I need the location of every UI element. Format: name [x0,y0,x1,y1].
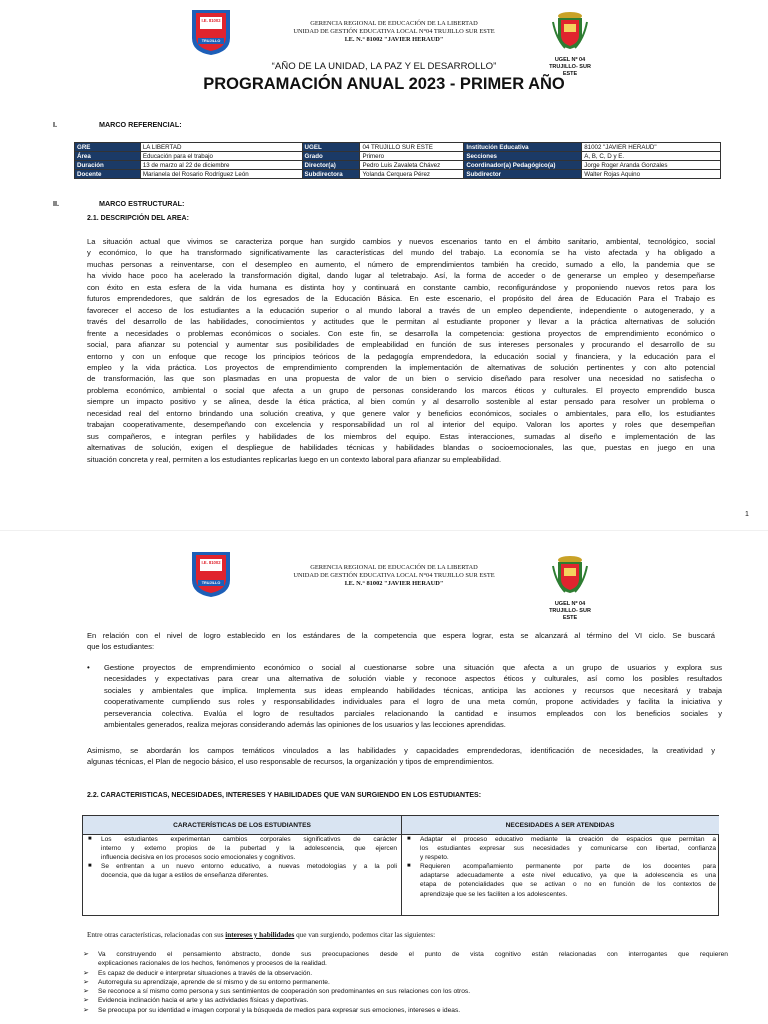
paragraph-line: La situación actual que vivimos se caracteriza porque han surgido cambios y nuevos escenarios tanto en el ámbito sanitario, ambiental, tecnológico, social [87,237,715,246]
need-item [402,835,716,862]
item-line: interno y externo propios de la pubertad y la adolescencia, que ejercen [101,845,397,853]
info-value: LA LIBERTAD [140,143,302,152]
paragraph-line: alternativas de solución, exigen el despliegue de habilidades técnicas y habilidades blandas o socioemocionales, las que, puestas en juego en una [87,443,715,453]
characteristics-header: CARACTERÍSTICAS DE LOS ESTUDIANTES [83,816,401,835]
info-value: Primero [360,152,464,161]
info-label: Institución Educativa [464,143,582,152]
info-table [74,142,721,179]
intro-line: En relación con el nivel de logro establecido en los estándares de la competencia que espera lograr, esta se alcanzará al término del VI ciclo. Se buscará [87,631,715,640]
interests-intro-before: Entre otras características, relacionadas con sus [87,931,226,939]
info-row [75,152,721,161]
info-value: A, B, C, D y E. [582,152,721,161]
info-value: Jorge Roger Aranda Gonzales [582,161,721,170]
competence-intro [87,630,715,653]
arrow-bullet-icon: ➢ [83,951,89,958]
paragraph-line: sus compañeros, e integran perfiles y habilidades de los miembros del equipo. Estas interacciones, sumadas al diseño e implementación de las [87,431,715,441]
ugel-logo-right-page-2 [544,552,596,622]
school-logo-left [188,8,234,61]
interests-intro-after: que van surgiendo, podemos citar las siguientes: [294,931,436,939]
subsection-2-2-label: CARACTERISTICAS, NECESIDADES, INTERESES Y HABILIDADES QUE VAN SURGIENDO EN LOS ESTUDIANTES: [100,792,482,799]
info-label: Docente [75,170,141,179]
interest-line: Se preocupa por su identidad e imagen corporal y la búsqueda de medios para expresar sus emociones, intereses e ideas. [98,1006,461,1014]
logo-bottom-text: TRUJILLO [201,581,221,585]
institution-line-1: GERENCIA REGIONAL DE EDUCACIÓN DE LA LIBERTAD [310,564,478,571]
info-row [75,170,721,179]
subsection-2-2-heading [87,792,481,799]
info-value: 13 de marzo al 22 de diciembre [140,161,302,170]
section-1-label: MARCO REFERENCIAL: [99,120,182,129]
square-bullet-icon: ■ [407,863,411,870]
arrow-bullet-icon: ➢ [83,969,89,977]
institution-line-2: UNIDAD DE GESTIÓN EDUCATIVA LOCAL N°04 TRUJILLO SUR ESTE [293,572,495,579]
ugel-crest-icon [550,8,590,52]
item-line: aprendizaje que se les faciliten a los adolescentes. [420,890,568,898]
item-line: Adaptar el proceso educativo mediante la creación de espacios que permitan a [420,836,716,843]
bullet-line: Gestione proyectos de emprendimiento económico o social al cuestionarse sobre una situación que afecta a un grupo de usuarios y explora sus [104,663,722,672]
interest-line: Va construyendo el pensamiento abstracto, donde sus preocupaciones desde el punto de vista cognitivo están relacionadas con interrogantes que requieren [98,951,728,958]
interest-item [83,1006,728,1015]
subsection-2-2-number: 2.2. [87,792,99,799]
paragraph-line: social, para afianzar su potencial y aumentar sus posibilidades de empleabilidad en función de sus intereses personales y procurando el desarrollo de su [87,340,715,350]
interest-item [83,969,728,978]
info-label: Grado [302,152,360,161]
arrow-bullet-icon: ➢ [83,1006,89,1014]
arrow-bullet-icon: ➢ [83,978,89,986]
interest-item [83,987,728,996]
ugel-crest-icon [550,552,590,596]
logo-bottom-text: TRUJILLO [201,39,221,43]
section-2-heading [53,199,184,208]
institution-line-2: UNIDAD DE GESTIÓN EDUCATIVA LOCAL N°04 TRUJILLO SUR ESTE [293,28,495,35]
logo-top-text: I.E. 81002 [201,560,221,565]
info-label: UGEL [302,143,360,152]
school-logo-left-page-2 [188,550,234,603]
paragraph-line: necesidad real del entorno brindando una solución creativa, y que genere valor y beneficios económicos, sociales o ambientales, para ello, los estudiantes [87,408,715,418]
need-item [402,862,716,898]
square-bullet-icon: ■ [88,863,92,870]
year-motto: “AÑO DE LA UNIDAD, LA PAZ Y EL DESARROLLO” [271,61,497,72]
section-2-number: II. [53,199,59,208]
thematic-fields-paragraph [87,745,715,768]
characteristics-table [82,815,719,916]
item-line: adaptarse adecuadamente a este nivel educativo, ya que la adolescencia es una [420,872,716,880]
paragraph-line: ha vivido hace poco ha acelerado la transformación digital, dando lugar al teletrabajo. Así, la forma de acceder o de generarse un empleo y desempeñarse [87,271,715,281]
paragraph-line: siempre un impacto positivo y se alinea, desde la ética práctica, al bien común y al desarrollo sostenible al estar pensado para resolver un problema o [87,397,715,407]
item-line: docencia, que da lugar a estilos de enseñanza diferentes. [101,872,269,880]
institution-line-3: I.E. N.° 81002 "JAVIER HERAUD" [344,36,444,43]
paragraph-line: empleo y la vida práctica. Los proyectos de emprendimiento comprenden la implementación de alternativas de solución pertinentes y con alto potencial [87,362,715,372]
arrow-bullet-icon: ➢ [83,997,89,1005]
bullet-line: perseverancia colectiva. Evalúa el logro de resultados parciales relacionando la cantidad e insumos empleados con los beneficios sociales y [104,708,722,718]
info-label: Coordinador(a) Pedagógico(a) [464,161,582,170]
paragraph-line: situación concreta y real, permiten a los estudiantes replicarlas luego en un contexto laboral para afianzar su empleabilidad. [87,454,502,464]
competence-bullet [87,662,722,731]
bullet-line: cooperativamente cumpliendo sus roles y responsabilidades individuales para el logro de una meta común, propone actividades y facilita la iniciativa y [104,697,722,707]
info-label: Director(a) [302,161,360,170]
intro-line: que los estudiantes: [87,642,155,652]
item-line: Requieren acompañamiento permanente por parte de los docentes para [420,863,716,871]
item-line: Se enfrentan a un nuevo entorno educativo, a nuevas metodologías y a la poli [101,863,397,871]
info-value: Marianela del Rosario Rodríguez León [140,170,302,179]
institution-header [264,20,524,44]
after-line: Asimismo, se abordarán los campos temáticos vinculados a las habilidades y capacidades emprendedoras, identificación de necesidades, la creatividad y [87,746,715,755]
info-value: 81002 "JAVIER HERAUD" [582,143,721,152]
square-bullet-icon: ■ [88,836,92,842]
info-label: Área [75,152,141,161]
paragraph-line: frente a necesidades o problemas económicos o sociales. Con este fin, se desarrolla la competencia: gestiona proyectos de emprendimiento económico o [87,328,715,338]
interest-line: Es capaz de deducir e interpretar situaciones a través de la observación. [98,969,313,977]
paragraph-line: y económico, lo que ha transformado significativamente las características del mundo del trabajo. La economía se ha visto afectada y ha obligado a [87,248,715,258]
square-bullet-icon: ■ [407,836,411,842]
ugel-caption-line-1: UGEL Nº 04 [554,57,586,63]
paragraph-line: entorno y con un enfoque que recoge los principios teóricos de la pedagogía emprendedora, la educación social y financiera, y la educación para el [87,351,715,361]
institution-line-1: GERENCIA REGIONAL DE EDUCACIÓN DE LA LIBERTAD [310,20,478,27]
info-row [75,161,721,170]
interests-intro-emphasis: intereses y habilidades [225,931,295,939]
info-value: Educación para el trabajo [140,152,302,161]
characteristic-item [83,862,397,880]
logo-top-text: I.E. 81002 [201,18,221,23]
ugel-caption-line-1: UGEL Nº 04 [554,601,586,607]
ugel-caption-line-2: TRUJILLO- SUR ESTE [549,64,591,77]
bullet-line: necesidades y expectativas para crear una alternativa de solución viable y reconoce aspectos éticos y culturales, así como los posibles resultados [104,674,722,684]
needs-column [402,835,716,899]
ugel-caption [544,601,596,622]
interest-line: Autorregula su aprendizaje, aprende de sí mismo y de su entorno permanente. [98,978,330,986]
subsection-2-1-heading [87,215,189,222]
paragraph-line: través del desarrollo de las habilidades, conocimientos y actitudes que le permitan al estudiante proponer y llevar a la práctica alternativas de solución [87,317,715,327]
info-row [75,143,721,152]
interest-item [83,978,728,987]
info-label: Subdirector [464,170,582,179]
info-label: Duración [75,161,141,170]
info-value: 04 TRUJILLO SUR ESTE [360,143,464,152]
paragraph-line: con éxito en esta esfera de la vida humana es distinta hoy y continuará en constante cambio, reconfigurándose y proponiendo nuevos retos para los [87,282,715,292]
paragraph-line: de transformación, las que son plasmadas en una propuesta de valor de un bien o servicio diseñado para resolver una necesidad no satisfecha o [87,374,715,384]
subsection-2-1-number: 2.1. [87,215,99,222]
paragraph-line: problema económico, ambiental o social que afecta a un grupo de personas considerando los marcos éticos y culturales. El proyecto emprendido busca [87,385,715,395]
item-line: Los estudiantes experimentan cambios corporales significativos de carácter [101,836,397,843]
page-separator [0,530,768,531]
document-title: PROGRAMACIÓN ANUAL 2023 - PRIMER AÑO [203,75,565,93]
info-label: Subdirectora [302,170,360,179]
section-2-label: MARCO ESTRUCTURAL: [99,199,185,208]
interest-item [83,950,728,969]
item-line: influencia decisiva en los procesos socio emocionales y cognitivos. [101,854,296,862]
info-value: Yolanda Cerquera Pérez [360,170,464,179]
page-number: 1 [745,511,749,518]
item-line: los estudiantes expresar sus necesidades y comunicarse con libertad, confianza [420,845,716,853]
bullet-line: ambientales generados, realiza mejoras considerando además las opiniones de los usuarios y las lecciones aprendidas. [104,720,506,730]
paragraph-line: muchas personas a reinventarse, con el desempleo en aumento, el número de emprendimientos también ha crecido, sumado a ello, la pandemia que se [87,259,715,269]
paragraph-line: trabajan cooperativamente, desempeñando con excelencia y responsabilidad un rol al interior del equipo. Valoran los aportes y roles que desempeñan [87,420,715,430]
interest-item [83,996,728,1005]
paragraph-line: futuros emprendedores, que saldrán de los egresados de la Educación Básica. En este escenario, el propósito del área de Educación Para el Trabajo es [87,294,715,304]
interest-line: Se reconoce a sí mismo como persona y sus sentimientos de cooperación son predominantes en sus relaciones con los otros. [98,988,471,996]
info-value: Pedro Luis Zavaleta Chávez [360,161,464,170]
interests-list [83,950,728,1015]
interest-line: Evidencia inclinación hacia el arte y las actividades físicas y deportivas. [98,997,309,1005]
interest-line: explicaciones racionales de los hechos, fenómenos y procesos de la realidad. [98,960,327,968]
item-line: y respeto. [420,854,449,862]
info-label: GRE [75,143,141,152]
needs-header: NECESIDADES A SER ATENDIDAS [401,816,719,835]
bullet-line: sociales y ambientales que implica. Implementa sus ideas empleando habilidades técnicas, anticipa las acciones y recursos que necesitará y trabaja [104,685,722,695]
item-line: etapa de potencialidades que se activan o no en función de los contextos de [420,881,716,889]
characteristics-column [83,835,397,880]
after-line: algunas técnicas, el Plan de negocio básico, el uso responsable de recursos, la organización y tipos de emprendimientos. [87,757,494,767]
subsection-2-1-label: DESCRIPCIÓN DEL AREA: [100,215,189,222]
institution-header-page-2 [264,564,524,588]
arrow-bullet-icon: ➢ [83,988,89,996]
section-1-number: I. [53,120,57,129]
characteristic-item [83,835,397,862]
bullet-dot-icon: • [87,663,90,672]
paragraph-line: favorecer el acceso de los estudiantes a la educación superior o al mundo laboral a través de un empleo dependiente, independiente o autogenerado, y a [87,305,715,315]
section-1-heading [53,120,182,129]
interests-intro-line [87,931,435,939]
area-description-paragraph [87,236,715,465]
info-label: Secciones [464,152,582,161]
info-value: Walter Rojas Aquino [582,170,721,179]
ugel-caption-line-2: TRUJILLO- SUR ESTE [549,608,591,621]
institution-line-3: I.E. N.° 81002 "JAVIER HERAUD" [344,580,444,587]
